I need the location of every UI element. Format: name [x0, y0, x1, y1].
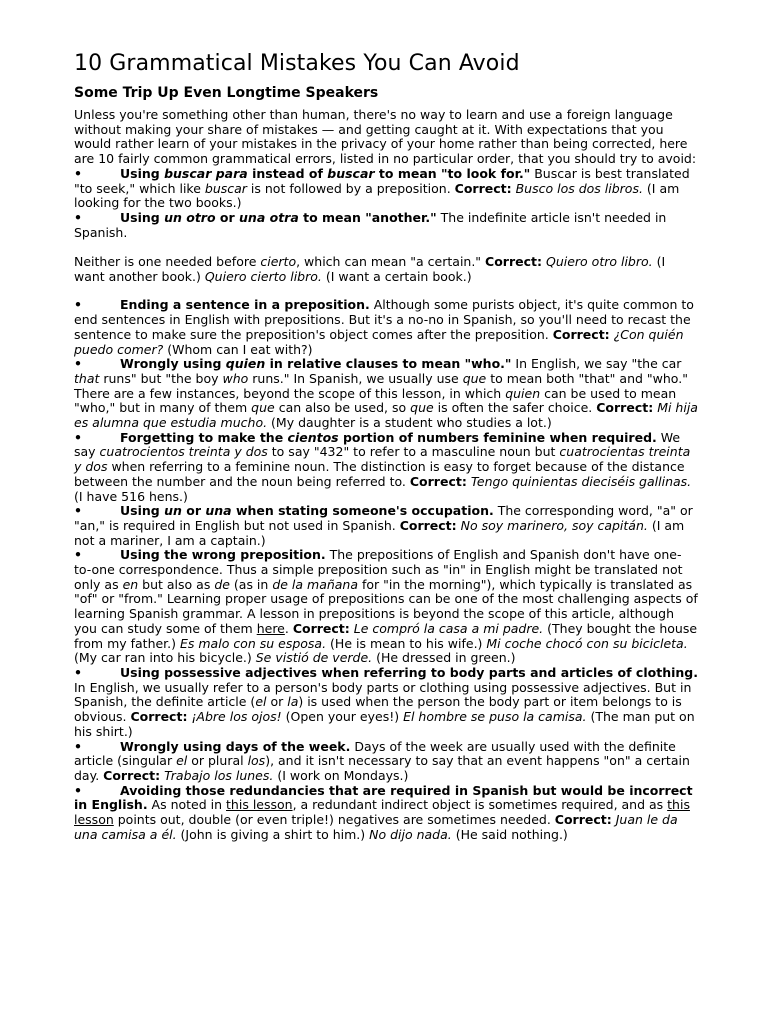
spacer [74, 240, 698, 255]
item-text: points out, double (or even triple!) negatives are sometimes needed. [113, 812, 555, 828]
item-text: runs." In Spanish, we usually use [248, 370, 463, 386]
spanish-term: el [255, 694, 267, 710]
spanish-term: buscar [204, 180, 247, 196]
spanish-example: El hombre se puso la camisa. [403, 709, 587, 725]
bullet: • [74, 738, 82, 754]
item-text: (My car ran into his bicycle.) [74, 650, 256, 666]
item-text: when referring to a feminine noun. The distinction is easy to forget because of the distance between the number and the noun being referred to. [74, 459, 685, 489]
correct-label: Correct: [454, 180, 512, 196]
item-text: We say [74, 429, 681, 460]
this-lesson-link[interactable]: this lesson [226, 797, 293, 813]
spanish-term: de [214, 576, 230, 592]
item-text: (My daughter is a student who studies a lot.) [267, 415, 552, 431]
spanish-example: Mi hija es alumna que estudia mucho. [74, 400, 698, 431]
spanish-example: Quiero otro libro. [545, 254, 653, 270]
correct-label: Correct: [485, 254, 542, 270]
correct-label: Correct: [409, 473, 467, 489]
item-text: ) is used when the person the body part or item belongs to is obvious. [74, 694, 682, 725]
item-heading: Using [120, 503, 165, 519]
spanish-term: cuatrocientas treinta y dos [74, 444, 691, 475]
correct-label: Correct: [596, 400, 654, 416]
item-text: The corresponding word, "a" or "an," is required in English but not used in Spanish. [74, 503, 693, 533]
spanish-example: ¿Con quién puedo comer? [74, 326, 684, 357]
item-text: ), and it isn't necessary to say that an event happens "on" a certain day. [74, 753, 690, 783]
list-item-2 [74, 211, 698, 240]
item-text: (I want a certain book.) [321, 268, 472, 284]
paragraph-cierto [74, 255, 698, 284]
item-text: , which can mean "a certain." [296, 254, 486, 270]
item-text: to say "432" to refer to a masculine noun but [267, 444, 560, 460]
item-text: The indefinite article isn't needed in Spanish. [74, 209, 667, 240]
item-text: (John is giving a shirt to him.) [176, 826, 370, 842]
spanish-example: Mi coche chocó con su bicicleta. [486, 635, 688, 651]
bullet: • [74, 165, 82, 181]
bullet: • [74, 209, 82, 225]
item-heading: Avoiding those redundancies that are required in Spanish but would be incorrect in English. [74, 782, 693, 813]
list-item-7 [74, 548, 698, 666]
item-text: In English, we usually refer to a person's body parts or clothing using possessive adjectives. But in Spanish, the definite article ( [74, 679, 692, 710]
item-text: (I work on Mondays.) [273, 767, 409, 783]
item-text: Although some purists object, it's quite common to end sentences in English with prepositions. But it's a no-no in Spanish, so you'll need to recast the sentence to make sure the preposition's object comes after the preposition. [74, 297, 694, 342]
item-text: is often the safer choice. [433, 400, 597, 416]
list-item-1 [74, 167, 698, 211]
item-text: . [284, 620, 293, 636]
correct-label: Correct: [552, 326, 610, 342]
spanish-term: cierto [260, 254, 297, 270]
correct-label: Correct: [554, 812, 612, 828]
item-heading-italic: cientos [287, 429, 339, 445]
list-item-3 [74, 298, 698, 357]
bullet: • [74, 665, 82, 680]
spanish-term: los [247, 753, 266, 769]
item-text: (I have 516 hens.) [74, 488, 188, 504]
item-heading: when stating someone's occupation. [231, 503, 494, 519]
here-link[interactable]: here [256, 620, 285, 636]
item-text: (Whom can I eat with?) [163, 341, 313, 357]
item-text: (They bought the house from my father.) [74, 620, 698, 651]
item-heading: or [215, 209, 240, 225]
item-text: (The man put on his shirt.) [74, 709, 695, 739]
spanish-example: Tengo quinientas dieciséis gallinas. [470, 473, 692, 489]
correct-label: Correct: [399, 517, 457, 533]
spanish-example: Quiero cierto libro. [204, 268, 322, 284]
page-title: 10 Grammatical Mistakes You Can Avoid [74, 51, 520, 76]
spanish-example: ¡Abre los ojos! [191, 709, 282, 725]
item-heading: Using [120, 209, 165, 225]
item-text: but also as [138, 576, 215, 592]
item-text: As noted in [147, 797, 227, 813]
bullet: • [74, 429, 82, 445]
spanish-example: Trabajo los lunes. [164, 767, 274, 783]
page-subtitle: Some Trip Up Even Longtime Speakers [74, 85, 379, 101]
item-heading: Wrongly using [120, 356, 226, 372]
item-heading: to mean "to look for." [374, 165, 531, 181]
list-item-10 [74, 784, 698, 843]
item-text: (I am looking for the two books.) [74, 180, 680, 211]
list-item-4 [74, 357, 698, 431]
correct-label: Correct: [130, 709, 188, 725]
item-heading-italic: una [205, 503, 232, 519]
item-heading-italic: quien [225, 356, 266, 372]
spanish-term: el [176, 753, 188, 769]
item-text: can also be used, so [274, 400, 411, 416]
list-item-9 [74, 740, 698, 784]
list-item-6 [74, 504, 698, 548]
bullet: • [74, 782, 82, 798]
item-text: (as in [229, 576, 273, 592]
item-text: (He dressed in green.) [372, 650, 516, 666]
english-term: who [222, 370, 249, 386]
bullet: • [74, 356, 82, 372]
spanish-example: Juan le da una camisa a él. [74, 812, 678, 842]
item-text: is not followed by a preposition. [246, 180, 455, 196]
item-heading: Using [120, 165, 165, 181]
item-text: The prepositions of English and Spanish don't have one-to-one correspondence. Thus a simple preposition such as "in" in English might be translated not only as [74, 547, 683, 592]
correct-label: Correct: [103, 767, 161, 783]
spanish-term: que [462, 370, 487, 386]
item-heading: Ending a sentence in a preposition. [120, 297, 370, 313]
list-item-5 [74, 431, 698, 505]
item-heading-italic: buscar [327, 165, 375, 181]
spanish-example: Le compró la casa a mi padre. [353, 620, 544, 636]
spanish-term: que [251, 400, 275, 416]
item-heading: portion of numbers feminine when required. [338, 429, 657, 445]
item-text: (He said nothing.) [451, 826, 568, 842]
item-text: (He is mean to his wife.) [326, 635, 487, 651]
spanish-term: que [410, 400, 434, 416]
item-text: runs" but "the boy [99, 370, 223, 386]
item-text: or [266, 694, 288, 710]
item-text: Neither is one needed before [74, 254, 261, 270]
spanish-term: en [122, 576, 139, 592]
item-text: Days of the week are usually used with the definite article (singular [74, 738, 676, 769]
item-heading: in relative clauses to mean "who." [265, 356, 512, 372]
correct-label: Correct: [292, 620, 350, 636]
item-heading-italic: buscar para [164, 165, 248, 181]
list-item-8 [74, 666, 698, 740]
spanish-example: No dijo nada. [369, 826, 452, 842]
item-heading-italic: un otro [164, 209, 216, 225]
english-term: that [74, 370, 100, 386]
item-heading: Wrongly using days of the week. [120, 738, 351, 754]
item-text: for "in the morning"), which typically is translated as "of" or "from." Learning proper usage of prepositions can be one of the most challenging aspects of learning Spanish grammar. A lesson in prepositions is beyond the scope of this article, although you can study some of them [74, 576, 698, 636]
spanish-example: No soy marinero, soy capitán. [460, 517, 648, 533]
this-lesson-link[interactable]: this lesson [74, 797, 690, 828]
item-text: Buscar is best translated "to seek," which like [74, 165, 690, 196]
bullet: • [74, 503, 82, 519]
item-heading: instead of [247, 165, 328, 181]
item-heading: Forgetting to make the [120, 429, 288, 445]
item-text: can be used to mean "who," but in many of them [74, 385, 677, 416]
spanish-term: cuatrocientos treinta y dos [99, 444, 268, 460]
spanish-term: la [287, 694, 299, 710]
spanish-example: Busco los dos libros. [515, 180, 643, 196]
intro-paragraph: Unless you're something other than human, there's no way to learn and use a foreign language without making your share of mistakes — and getting caught at it. With expectations that you would rather learn of your mistakes in the privacy of your home rather than being corrected, here are 10 fairly common grammatical errors, listed in no particular order, that you should try to avoid: [74, 107, 697, 167]
item-heading: or [181, 503, 206, 519]
spanish-example: Es malo con su esposa. [180, 635, 327, 651]
item-heading-italic: una otra [239, 209, 299, 225]
bullet: • [74, 547, 82, 563]
item-heading: to mean "another." [298, 209, 437, 225]
bullet: • [74, 297, 82, 313]
item-text: (I am not a mariner, I am a captain.) [74, 517, 685, 548]
item-heading-italic: un [164, 503, 182, 519]
item-text: (Open your eyes!) [281, 709, 404, 725]
spacer [74, 284, 698, 298]
spanish-term: de la mañana [272, 576, 359, 592]
item-text: or plural [187, 753, 248, 769]
item-text: (I want another book.) [74, 254, 666, 284]
spanish-term: quien [505, 385, 541, 401]
item-text: to mean both "that" and "who." There are a few instances, beyond the scope of this lesson, in which [74, 370, 688, 401]
item-heading: Using possessive adjectives when referring to body parts and articles of clothing. [120, 665, 698, 680]
item-text: In English, we say "the car [511, 356, 682, 372]
item-text: , a redundant indirect object is sometimes required, and as [292, 797, 668, 813]
item-heading: Using the wrong preposition. [120, 547, 326, 563]
spanish-example: Se vistió de verde. [255, 650, 373, 666]
